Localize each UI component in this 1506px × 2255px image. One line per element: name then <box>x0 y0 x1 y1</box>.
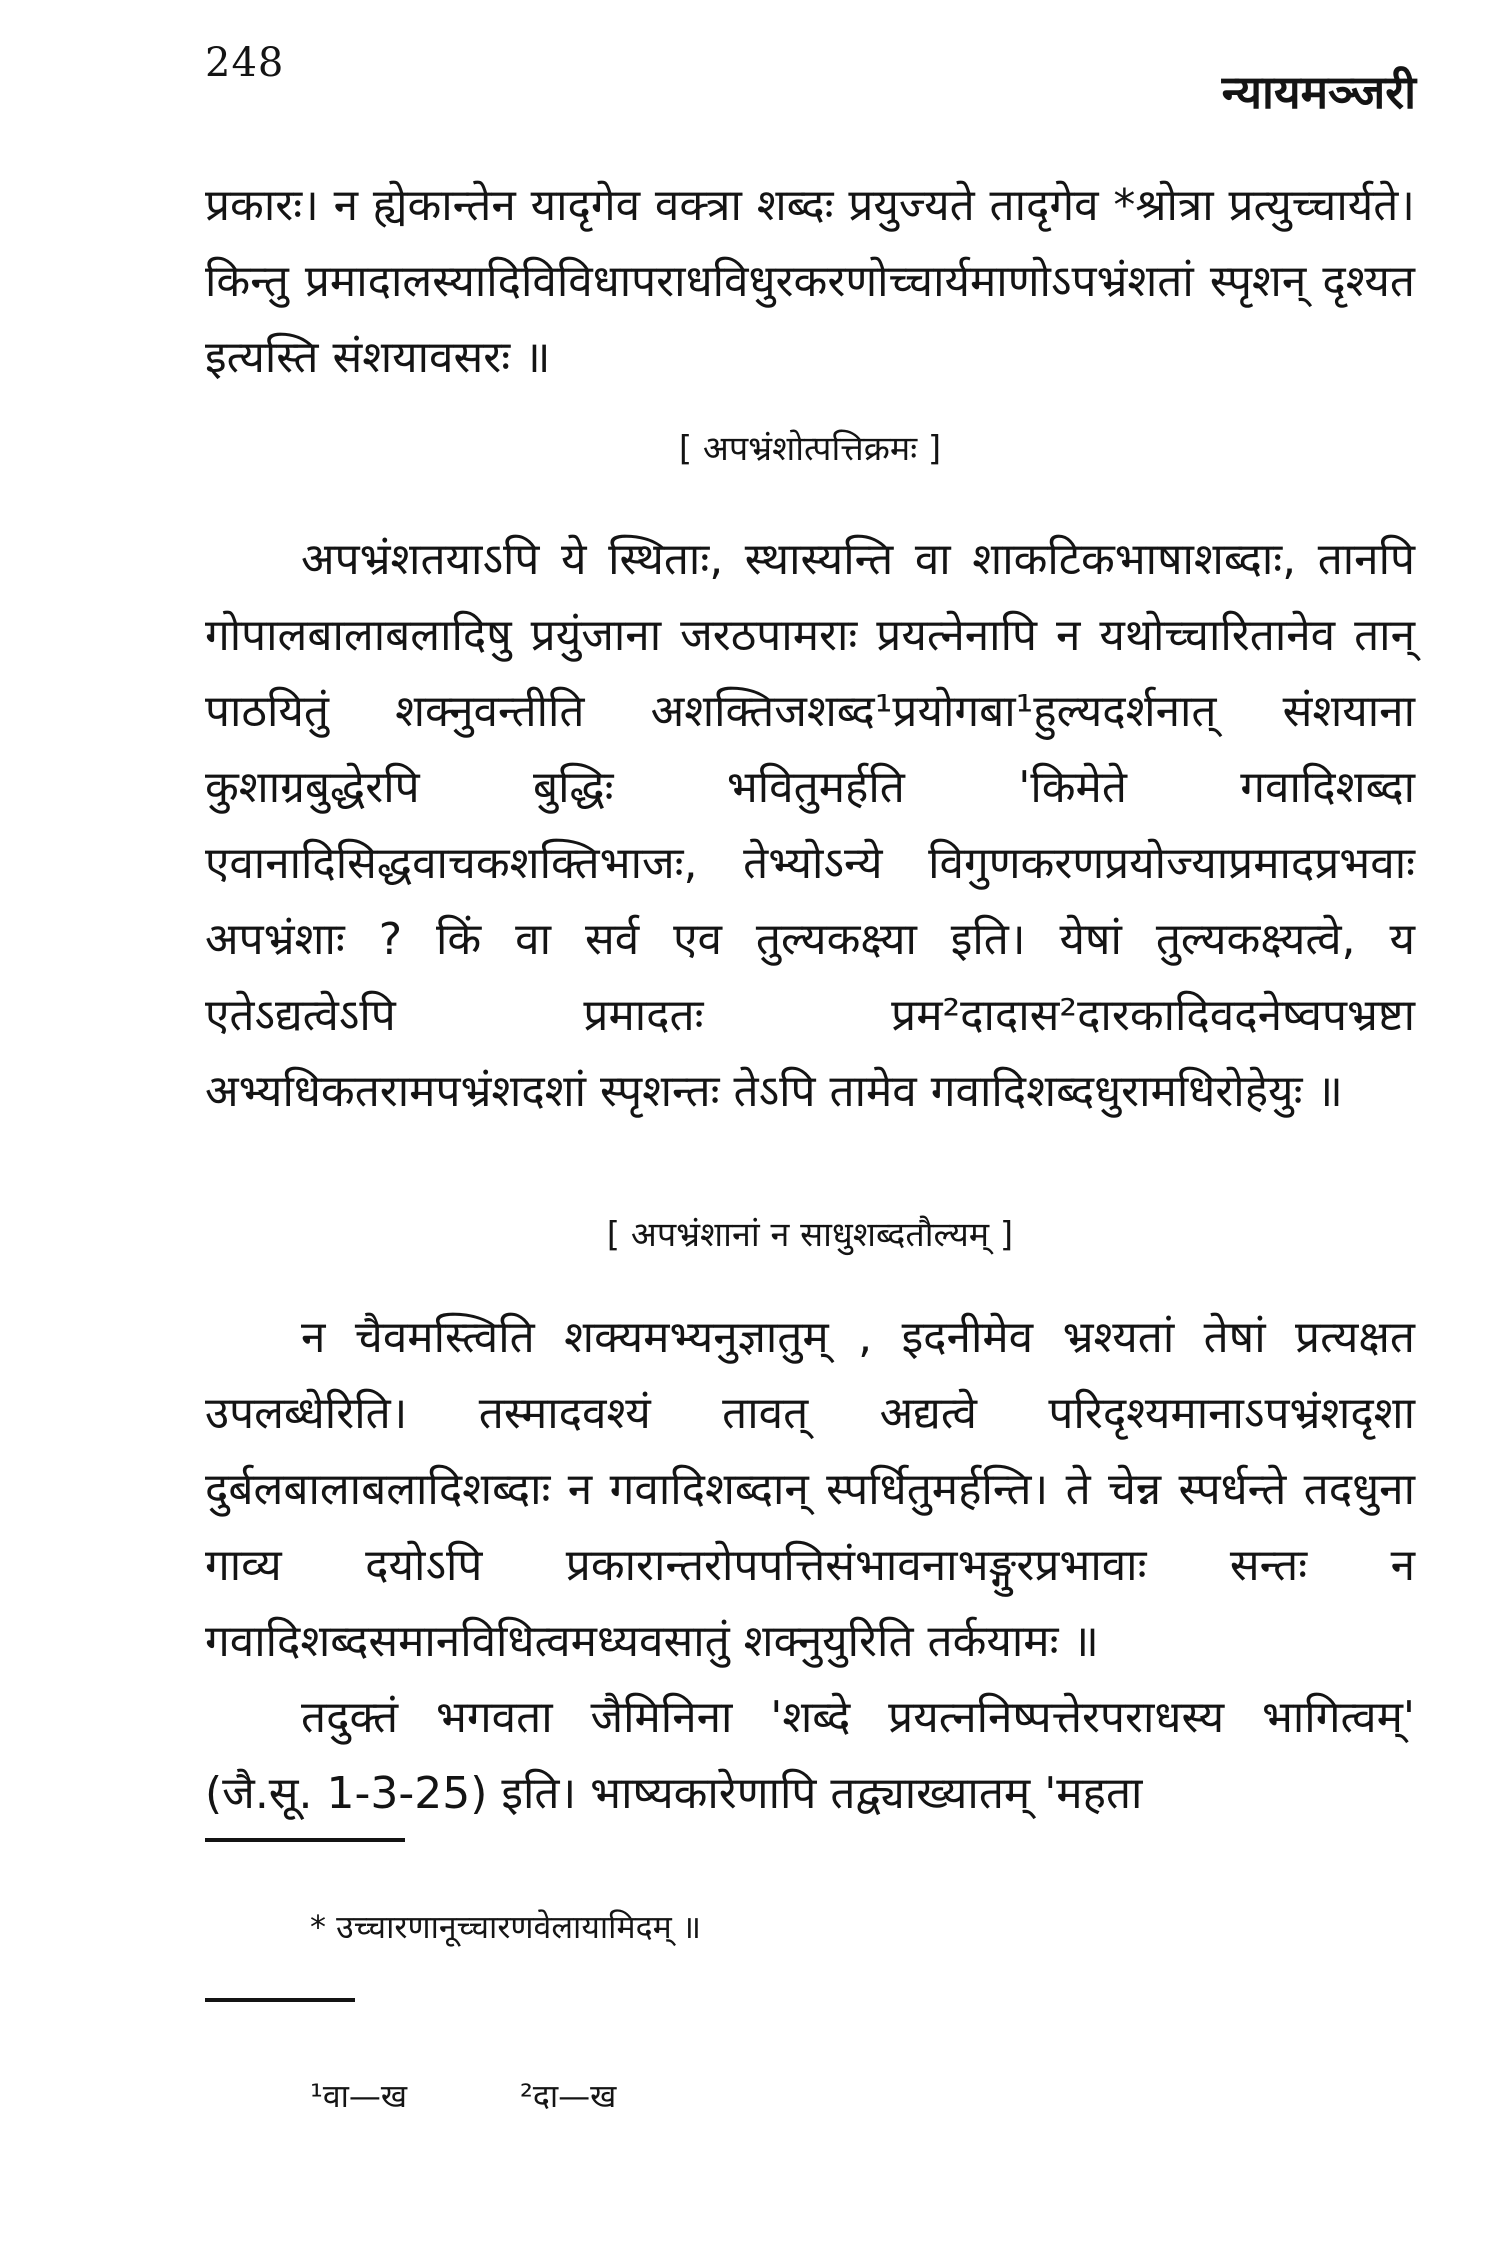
section-heading-2: [ अपभ्रंशानां न साधुशब्दतौल्यम् ] <box>606 1215 1014 1255</box>
paragraph-3-text: न चैवमस्त्विति शक्यमभ्यनुज्ञातुम् , इदनीमेव भ्रश्यतां तेषां प्रत्यक्षत उपलब्धेरिति। तस्मादवश्यं तावत् अद्यत्वे परिदृश्यमानाऽपभ्रंशदृशा दुर्बलबालाबलादिशब्दाः न गवादिशब्दान् स्पर्धितुमर्हन्ति। ते चेन्न स्पर्धन्ते तदधुना गाव्य दयोऽपि प्रकारान्तरोपपत्तिसंभावनाभङ्गुरप्रभावाः सन्तः न गवादिशब्दसमानविधित्वमध्यवसातुं शक्नुयुरिति तर्कयामः ॥ <box>205 1312 1415 1667</box>
paragraph-1-text: प्रकारः। न ह्येकान्तेन यादृगेव वक्त्रा शब्दः प्रयुज्यते तादृगेव *श्रोत्रा प्रत्युच्चार्यते। किन्तु प्रमादालस्यादिविविधापराधविधुरकरणोच्चार्यमाणोऽपभ्रंशतां स्पृशन् दृश्यत इत्यस्ति संशयावसरः ॥ <box>205 180 1415 383</box>
footnote-separator <box>205 1838 405 1842</box>
variant-note-1: ¹वा—ख <box>310 2077 408 2115</box>
footnote-text: * उच्चारणानूच्चारणवेलायामिदम् ॥ <box>310 1908 702 1946</box>
variant-note-2: ²दा—ख <box>520 2077 617 2115</box>
paragraph-3 <box>205 1300 1415 1680</box>
paragraph-1 <box>205 168 1415 396</box>
paragraph-4 <box>205 1680 1415 1832</box>
paragraph-4-text: तदुक्तं भगवता जैमिनिना 'शब्दे प्रयत्ननिष्पत्तेरपराधस्य भागित्वम्' (जै.सू. 1-3-25) इति। भाष्यकारेणापि तद्व्याख्यातम् 'महता <box>205 1692 1415 1819</box>
running-title: न्यायमञ्जरी <box>1221 65 1416 119</box>
section-heading-1: [ अपभ्रंशोत्पत्तिक्रमः ] <box>678 429 942 469</box>
paragraph-2 <box>205 522 1415 1130</box>
paragraph-2-text: अपभ्रंशतयाऽपि ये स्थिताः, स्थास्यन्ति वा शाकटिकभाषाशब्दाः, तानपि गोपालबालाबलादिषु प्रयुंजाना जरठपामराः प्रयत्नेनापि न यथोच्चारितानेव तान् पाठयितुं शक्नुवन्तीति अशक्तिजशब्द¹प्रयोगबा¹हुल्यदर्शनात् संशयाना कुशाग्रबुद्धेरपि बुद्धिः भवितुमर्हति 'किमेते गवादिशब्दा एवानादिसिद्धवाचकशक्तिभाजः, तेभ्योऽन्ये विगुणकरणप्रयोज्याप्रमादप्रभवाः अपभ्रंशाः ? किं वा सर्व एव तुल्यकक्ष्या इति। येषां तुल्यकक्ष्यत्वे, य एतेऽद्यत्वेऽपि प्रमादतः प्रम²दादास²दारकादिवदनेष्वपभ्रष्टा अभ्यधिकतरामपभ्रंशदशां स्पृशन्तः तेऽपि तामेव गवादिशब्दधुरामधिरोहेयुः ॥ <box>205 534 1415 1117</box>
page-number: 248 <box>205 40 285 86</box>
variant-separator <box>205 1998 355 2002</box>
